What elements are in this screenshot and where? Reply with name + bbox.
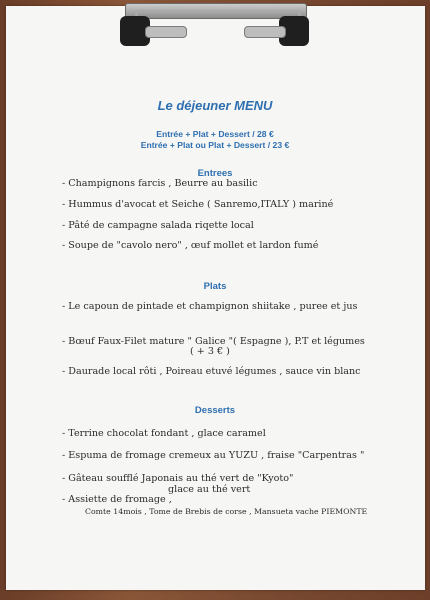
plat-item: - Le capoun de pintade et champignon shiitake , puree et jus [62,301,358,312]
clip-right-arm [244,26,286,38]
menu-title: Le déjeuner MENU [157,98,273,113]
section-heading-entrees: Entrees [197,168,233,179]
entree-item: - Pâté de campagne salada riqette local [62,220,254,231]
entree-item: - Soupe de "cavolo nero" , œuf mollet et lardon fumé [62,240,319,251]
plat-item: - Daurade local rôti , Poireau etuvé légumes , sauce vin blanc [62,366,361,377]
price-line-full: Entrée + Plat + Dessert / 28 € [156,129,274,139]
cheese-selection-detail: Comte 14mois , Tome de Brebis de corse , Mansueta vache PIEMONTE [85,507,368,516]
dessert-item: - Terrine chocolat fondant , glace caramel [62,428,266,439]
section-heading-plats: Plats [203,281,227,292]
entree-item: - Champignons farcis , Beurre au basilic [62,178,258,189]
clip-left-arm [145,26,187,38]
price-line-two-course: Entrée + Plat ou Plat + Dessert / 23 € [140,140,290,150]
plat-item: - Bœuf Faux-Filet mature " Galice "( Espagne ), P.T et légumes [62,336,365,347]
section-heading-desserts: Desserts [194,405,236,416]
dessert-item-continued: glace au thé vert [168,484,251,495]
dessert-item: - Assiette de fromage , [62,494,172,505]
entree-item: - Hummus d'avocat et Seiche ( Sanremo,ITALY ) mariné [62,199,334,210]
dessert-item: - Espuma de fromage cremeux au YUZU , fraise "Carpentras " [62,450,365,461]
dessert-item: - Gâteau soufflé Japonais au thé vert de "Kyoto" [62,473,294,484]
plat-supplement: ( + 3 € ) [190,346,230,357]
